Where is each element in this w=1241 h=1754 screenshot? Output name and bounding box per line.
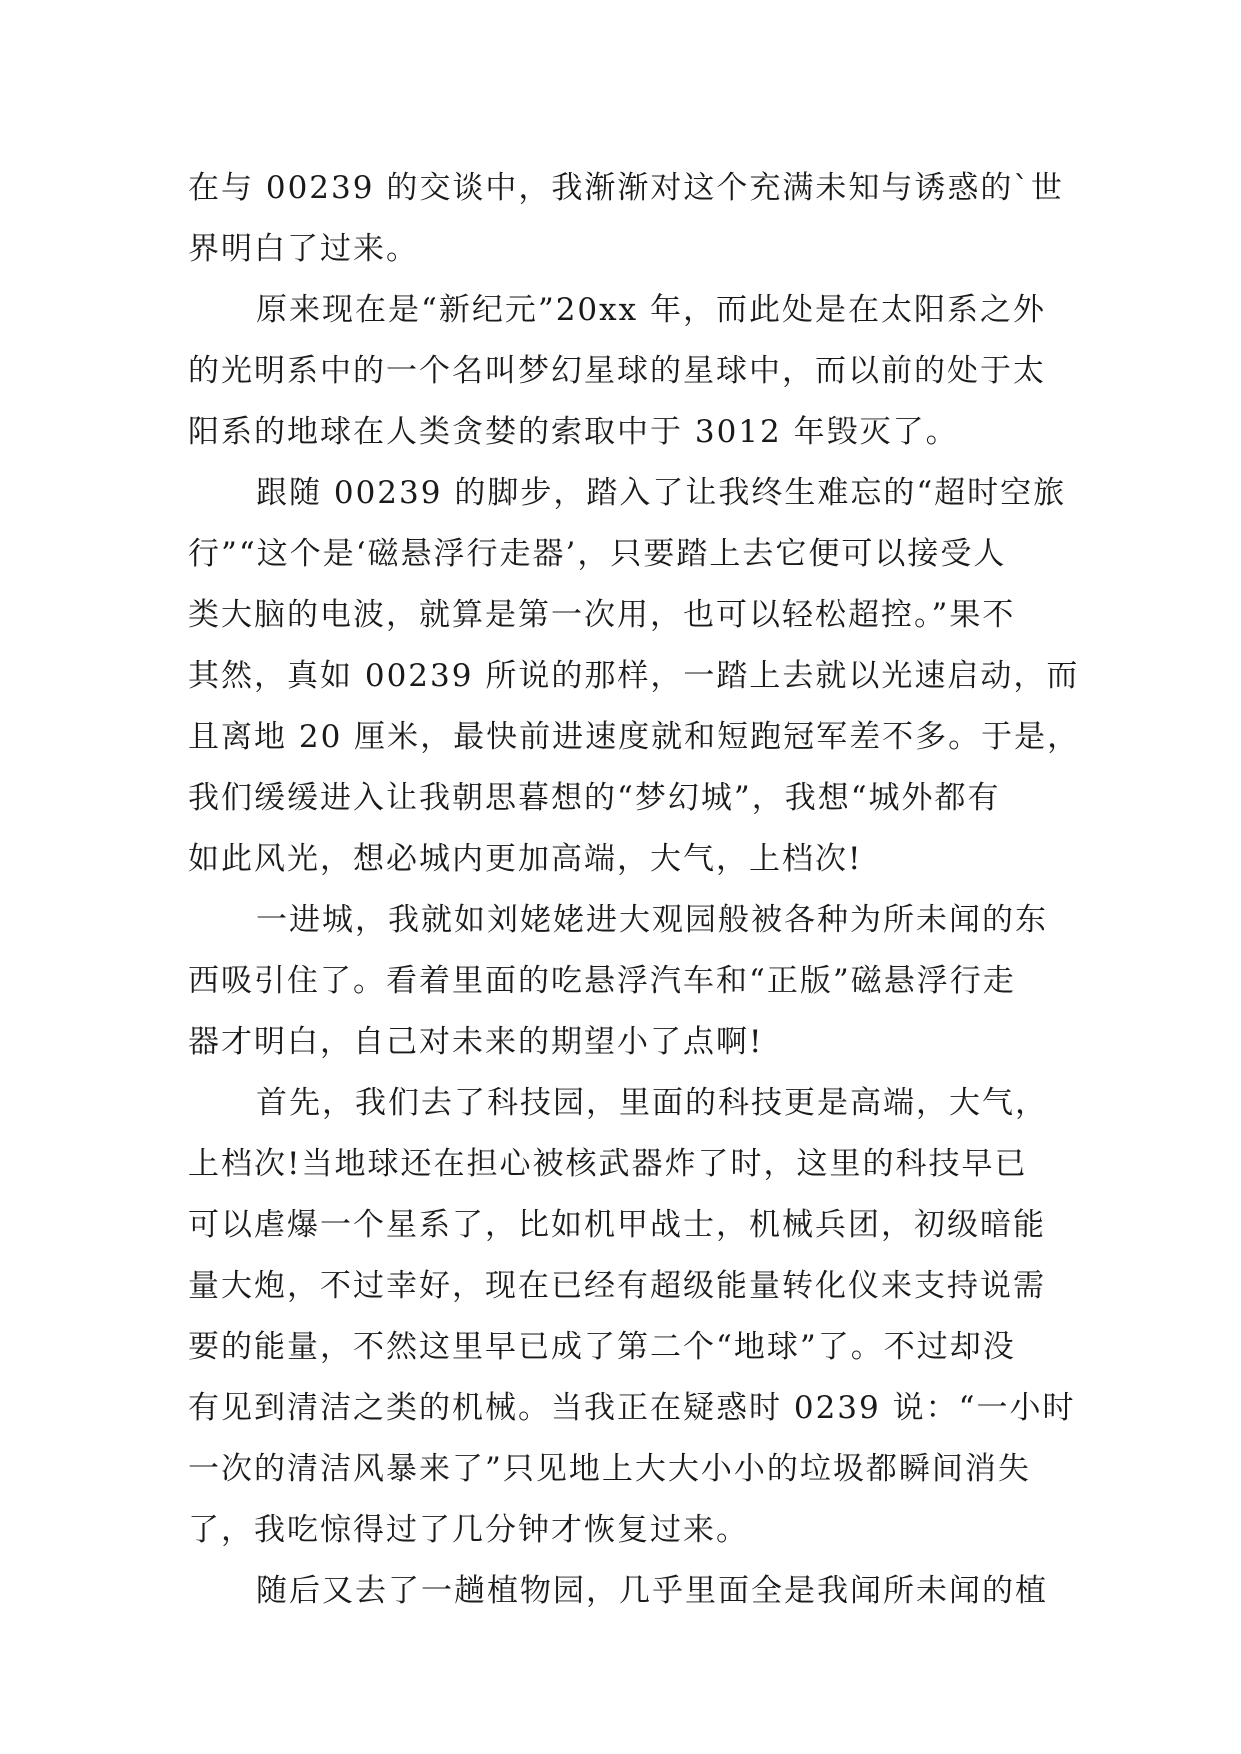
text-line: 界明白了过来。 [188, 231, 419, 267]
text-line: 上档次!当地球还在担心被核武器炸了时，这里的科技早已 [188, 1146, 1028, 1182]
body-text [188, 158, 1081, 1622]
paragraph-start-line: 一进城，我就如刘姥姥进大观园般被各种为所未闻的东 [256, 902, 1048, 938]
paragraph-start-line: 随后又去了一趟植物园，几乎里面全是我闻所未闻的植 [256, 1573, 1048, 1609]
text-line: 类大脑的电波，就算是第一次用，也可以轻松超控。”果不 [188, 597, 1016, 633]
text-line: 西吸引住了。看着里面的吃悬浮汽车和“正版”磁悬浮行走 [188, 963, 1016, 999]
text-line: 一次的清洁风暴来了”只见地上大大小小的垃圾都瞬间消失 [188, 1451, 1031, 1487]
text-line: 阳系的地球在人类贪婪的索取中于 3012 年毁灭了。 [188, 414, 959, 450]
text-line: 器才明白，自己对未来的期望小了点啊! [188, 1024, 764, 1060]
text-line: 其然，真如 00239 所说的那样，一踏上去就以光速启动，而 [188, 658, 1080, 694]
text-line: 了，我吃惊得过了几分钟才恢复过来。 [188, 1512, 749, 1548]
text-line: 在与 00239 的交谈中，我渐渐对这个充满未知与诱惑的`世 [188, 170, 1064, 206]
text-line: 如此风光，想必城内更加高端，大气，上档次! [188, 841, 863, 877]
text-line: 且离地 20 厘米，最快前进速度就和短跑冠军差不多。于是， [188, 719, 1081, 755]
paragraph-start-line: 原来现在是“新纪元”20xx 年，而此处是在太阳系之外 [256, 292, 1046, 328]
text-line: 量大炮，不过幸好，现在已经有超级能量转化仪来支持说需 [188, 1268, 1046, 1304]
text-line: 的光明系中的一个名叫梦幻星球的星球中，而以前的处于太 [188, 353, 1046, 389]
paragraph-start-line: 跟随 00239 的脚步，踏入了让我终生难忘的“超时空旅 [256, 475, 1067, 511]
text-line: 可以虐爆一个星系了，比如机甲战士，机械兵团，初级暗能 [188, 1207, 1046, 1243]
paragraph-start-line: 首先，我们去了科技园，里面的科技更是高端，大气， [256, 1085, 1048, 1121]
text-line: 我们缓缓进入让我朝思暮想的“梦幻城”，我想“城外都有 [188, 780, 1001, 816]
text-line: 要的能量，不然这里早已成了第二个“地球”了。不过却没 [188, 1329, 1016, 1365]
text-line: 行”“这个是‘磁悬浮行走器’，只要踏上去它便可以接受人 [188, 536, 1007, 572]
text-line: 有见到清洁之类的机械。当我正在疑惑时 0239 说：“一小时 [188, 1390, 1076, 1426]
